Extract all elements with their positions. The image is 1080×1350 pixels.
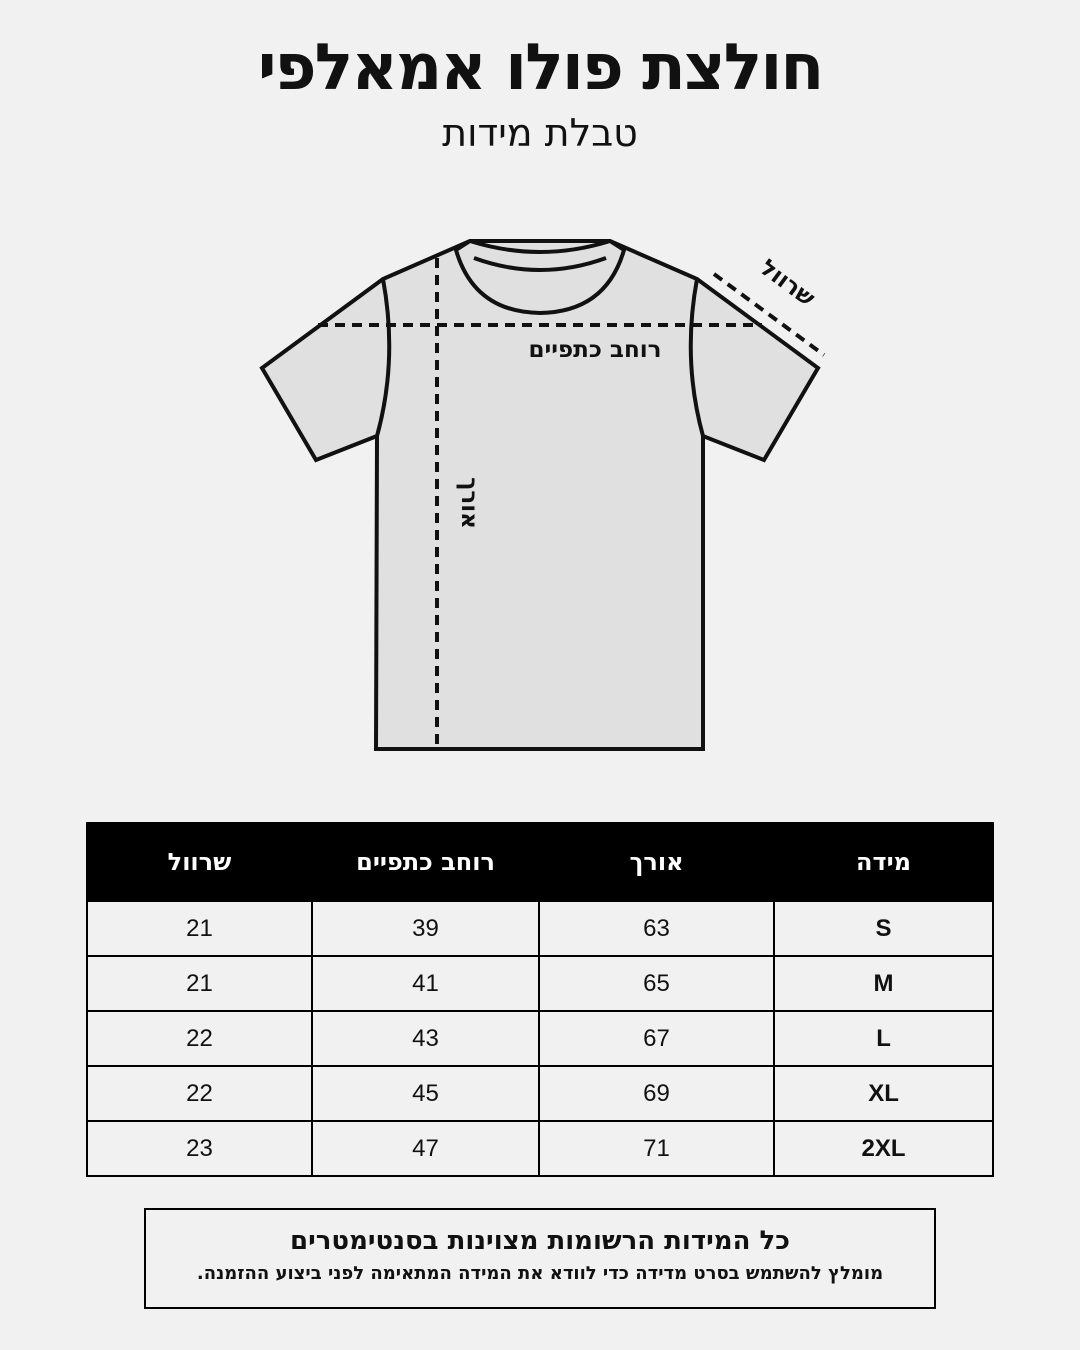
- shoulder-width-cell: 47: [312, 1121, 539, 1176]
- shoulder-width-label: רוחב כתפיים: [528, 337, 662, 363]
- sleeve-cell: 22: [87, 1011, 312, 1066]
- shoulder-width-cell: 41: [312, 956, 539, 1011]
- table-row: [87, 1066, 993, 1121]
- size-cell: XL: [774, 1066, 993, 1121]
- note-title: כל המידות הרשומות מצוינות בסנטימטרים: [290, 1226, 790, 1256]
- shoulder-width-cell: 39: [312, 901, 539, 956]
- size-cell: M: [774, 956, 993, 1011]
- length-cell: 65: [539, 956, 774, 1011]
- sleeve-cell: 22: [87, 1066, 312, 1121]
- measurement-note: [144, 1208, 936, 1309]
- page-title: חולצת פולו אמאלפי: [257, 31, 823, 105]
- header-shoulder-width: רוחב כתפיים: [312, 823, 539, 901]
- length-cell: 71: [539, 1121, 774, 1176]
- size-cell: 2XL: [774, 1121, 993, 1176]
- tshirt-outline: [262, 241, 818, 749]
- length-cell: 63: [539, 901, 774, 956]
- page-subtitle: טבלת מידות: [442, 111, 638, 155]
- table-header-row: [87, 823, 993, 901]
- table-row: [87, 901, 993, 956]
- shoulder-width-cell: 43: [312, 1011, 539, 1066]
- table-row: [87, 1011, 993, 1066]
- length-label: אורך: [456, 477, 482, 529]
- table-row: [87, 956, 993, 1011]
- length-cell: 69: [539, 1066, 774, 1121]
- header-size: מידה: [774, 823, 993, 901]
- size-cell: S: [774, 901, 993, 956]
- sleeve-label: שרוול: [754, 254, 820, 312]
- size-table: [86, 822, 994, 1177]
- table-row: [87, 1121, 993, 1176]
- shoulder-width-cell: 45: [312, 1066, 539, 1121]
- sleeve-cell: 21: [87, 901, 312, 956]
- size-cell: L: [774, 1011, 993, 1066]
- note-text: מומלץ להשתמש בסרט מדידה כדי לוודא את המידה המתאימה לפני ביצוע ההזמנה.: [196, 1263, 884, 1285]
- header-length: אורך: [539, 823, 774, 901]
- tshirt-diagram: [250, 230, 840, 760]
- length-cell: 67: [539, 1011, 774, 1066]
- header-sleeve: שרוול: [87, 823, 312, 901]
- sleeve-cell: 23: [87, 1121, 312, 1176]
- tshirt-illustration: [250, 230, 840, 760]
- sleeve-cell: 21: [87, 956, 312, 1011]
